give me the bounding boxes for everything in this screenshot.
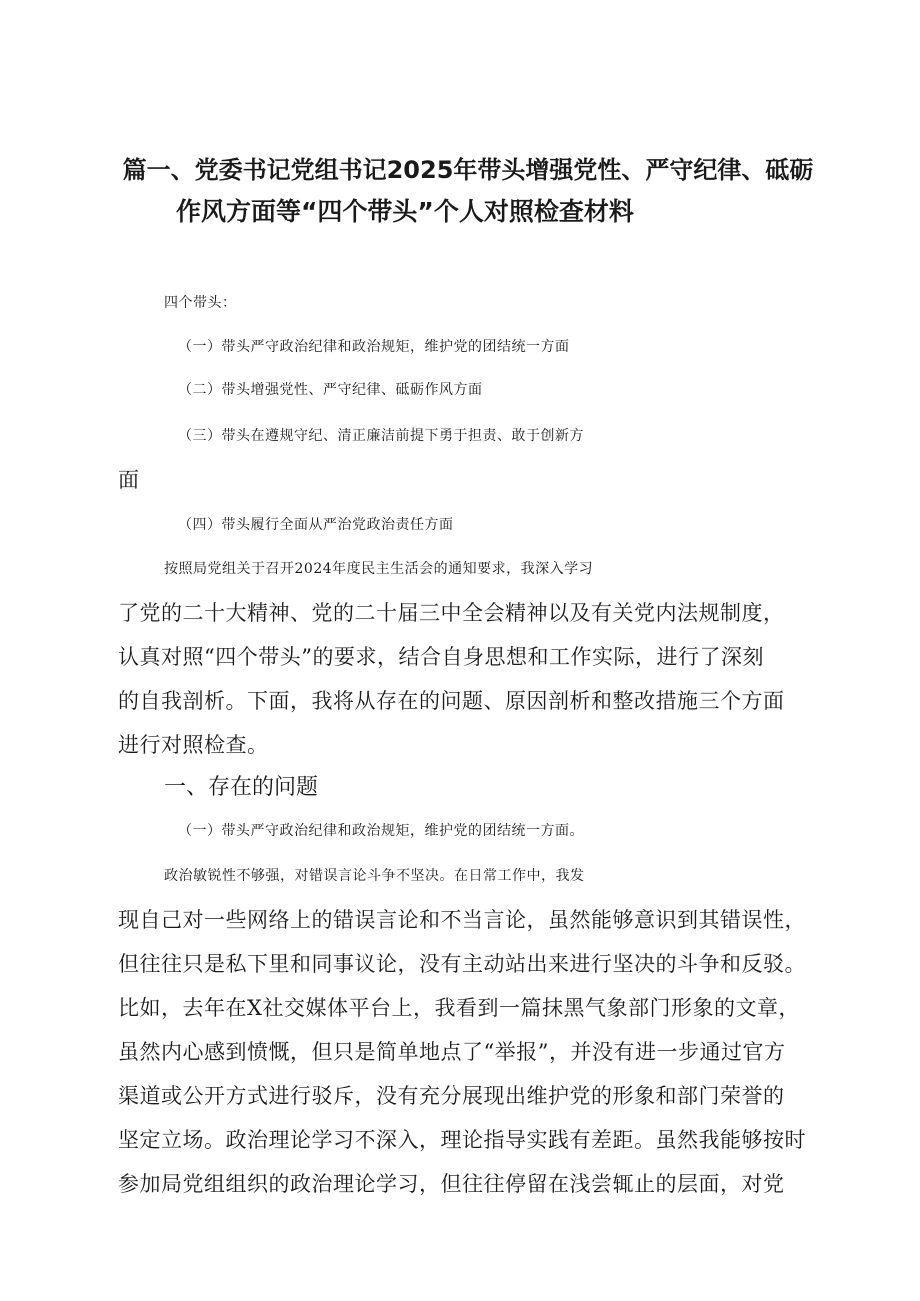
intro-label: 四个带头： [164,295,237,311]
intro-paragraph-line-3: 认真对照“四个带头”的要求，结合自身思想和工作实际，进行了深刻 [118,645,764,669]
section1-body-line-3: 但往往只是私下里和同事议论，没有主动站出来进行坚决的斗争和反驳。 [118,952,806,976]
four-item-3: （三）带头在遵规守纪、清正廉洁前提下勇于担责、敢于创新方 [178,428,584,444]
four-item-1: （一）带头严守政治纪律和政治规矩，维护党的团结统一方面 [178,339,570,355]
intro-paragraph-line-2: 了党的二十大精神、党的二十届三中全会精神以及有关党内法规制度， [118,601,785,625]
four-item-3-cont: 面 [118,468,140,492]
section1-body-line-6: 渠道或公开方式进行驳斥，没有充分展现出维护党的形象和部门荣誉的 [118,1084,785,1108]
section1-body-line-7: 坚定立场。政治理论学习不深入，理论指导实践有差距。虽然我能够按时 [118,1128,806,1152]
intro-paragraph-line-5: 进行对照检查。 [118,733,269,757]
title-line-2: 作风方面等“四个带头”个人对照检查材料 [176,197,634,226]
section1-body-line-5: 虽然内心感到愤慨，但只是简单地点了“举报”，并没有进一步通过官方 [118,1040,786,1064]
document-title [118,152,818,230]
title-line-1: 篇一、党委书记党组书记2025年带头增强党性、严守纪律、砥砺 [122,156,814,184]
section1-subheading-1: （一）带头严守政治纪律和政治规矩，维护党的团结统一方面。 [178,823,584,839]
intro-paragraph-line-4: 的自我剖析。下面，我将从存在的问题、原因剖析和整改措施三个方面 [118,689,785,713]
section1-body-line-2: 现自己对一些网络上的错误言论和不当言论，虽然能够意识到其错误性， [118,908,806,932]
section-heading-problems: 一、存在的问题 [164,775,319,800]
four-item-4: （四）带头履行全面从严治党政治责任方面 [178,517,454,533]
four-item-2: （二）带头增强党性、严守纪律、砥砺作风方面 [178,382,483,398]
intro-paragraph-line-1: 按照局党组关于召开2024年度民主生活会的通知要求，我深入学习 [164,561,594,577]
section1-body-line-8: 参加局党组组织的政治理论学习，但往往停留在浅尝辄止的层面，对党 [118,1172,785,1196]
section1-body-line-1: 政治敏锐性不够强，对错误言论斗争不坚决。在日常工作中，我发 [164,868,585,884]
section1-body-line-4: 比如，去年在X社交媒体平台上，我看到一篇抹黑气象部门形象的文章， [118,996,800,1020]
